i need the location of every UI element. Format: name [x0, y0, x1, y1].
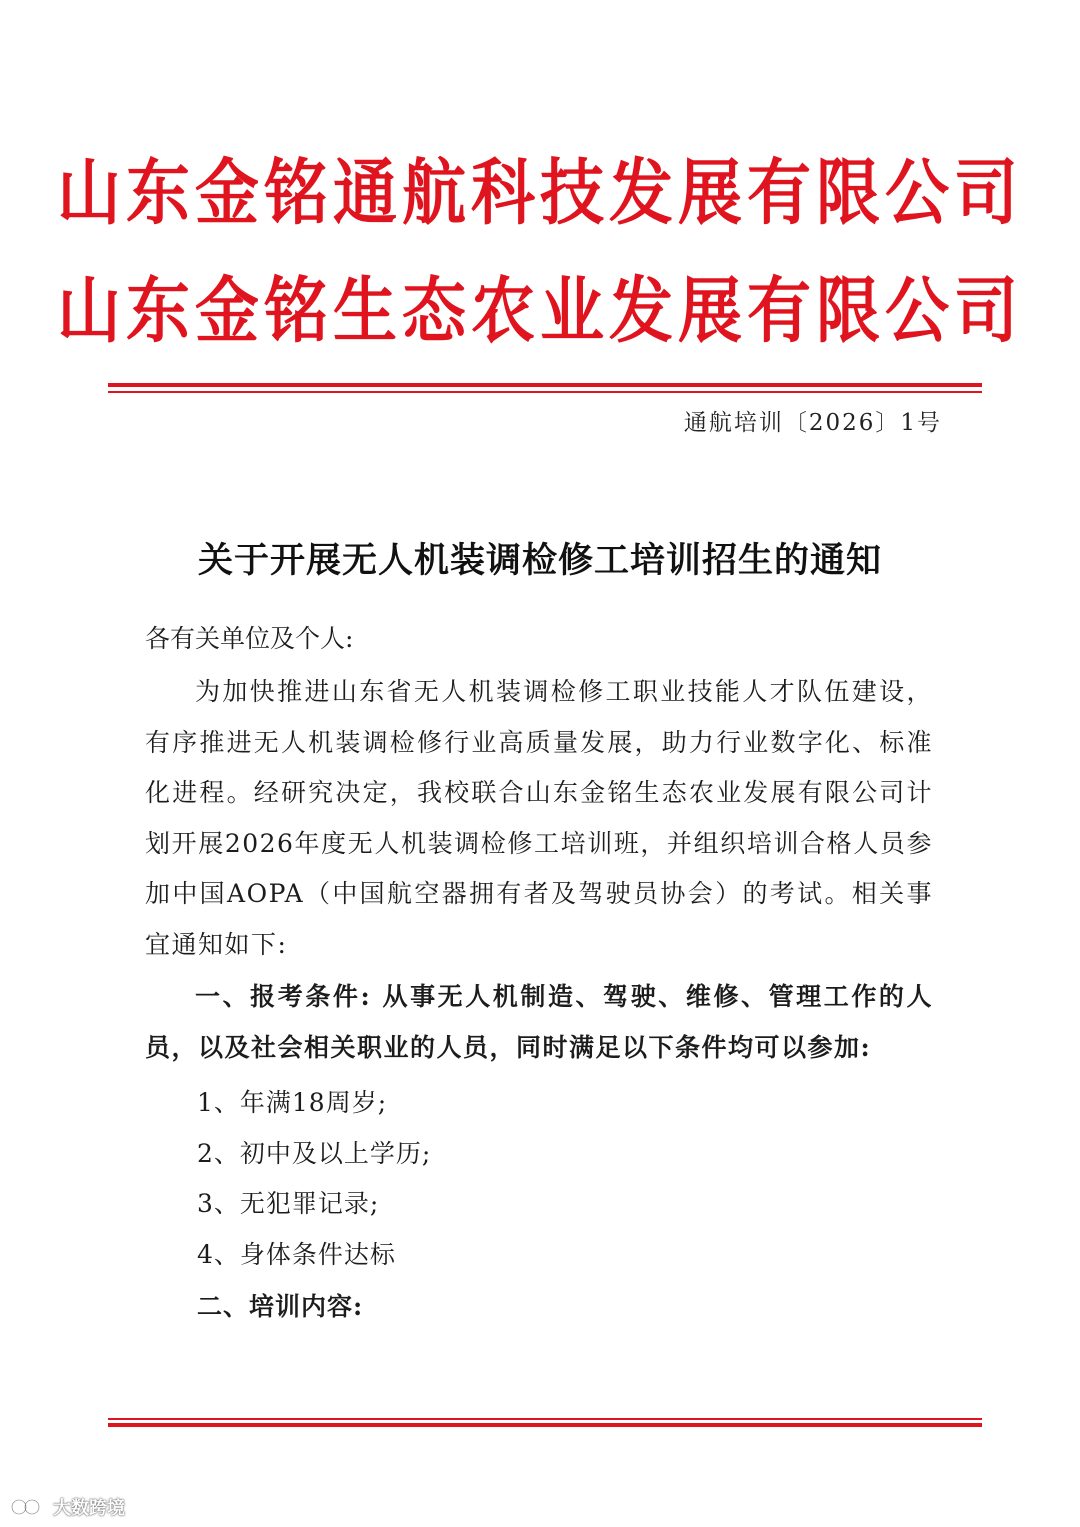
- issuer-name-2: 山东金铭生态农业发展有限公司: [57, 270, 1023, 354]
- section-eligibility: 一、报考条件: 从事无人机制造、驾驶、维修、管理工作的人员，以及社会相关职业的人员，同时满足以下条件均可以参加:: [145, 982, 933, 1062]
- condition-item: 4、身体条件达标: [197, 1240, 396, 1269]
- condition-item: 3、无犯罪记录;: [197, 1189, 380, 1218]
- watermark: [10, 1494, 125, 1520]
- document-title: 关于开展无人机装调检修工培训招生的通知: [197, 540, 882, 581]
- header-rule-thin: [108, 391, 982, 393]
- salutation: 各有关单位及个人:: [145, 624, 354, 653]
- footer-rule-thick: [108, 1423, 982, 1427]
- watermark-logo-icon: [10, 1496, 48, 1518]
- document-number: 通航培训〔2026〕1号: [683, 410, 942, 436]
- footer-rule-thin: [108, 1418, 982, 1420]
- condition-item: 2、初中及以上学历;: [197, 1139, 432, 1168]
- header-rule-thick: [108, 383, 982, 387]
- section-training-content: 二、培训内容:: [197, 1292, 364, 1321]
- watermark-text: 大数跨境: [53, 1498, 125, 1519]
- issuer-name-1: 山东金铭通航科技发展有限公司: [57, 152, 1023, 236]
- condition-item: 1、年满18周岁;: [197, 1088, 388, 1117]
- intro-paragraph: 为加快推进山东省无人机装调检修工职业技能人才队伍建设，有序推进无人机装调检修行业高质量发展，助力行业数字化、标准化进程。经研究决定，我校联合山东金铭生态农业发展有限公司计划开展2026年度无人机装调检修工培训班，并组织培训合格人员参加中国AOPA（中国航空器拥有者及驾驶员协会）的考试。相关事宜通知如下:: [145, 677, 933, 959]
